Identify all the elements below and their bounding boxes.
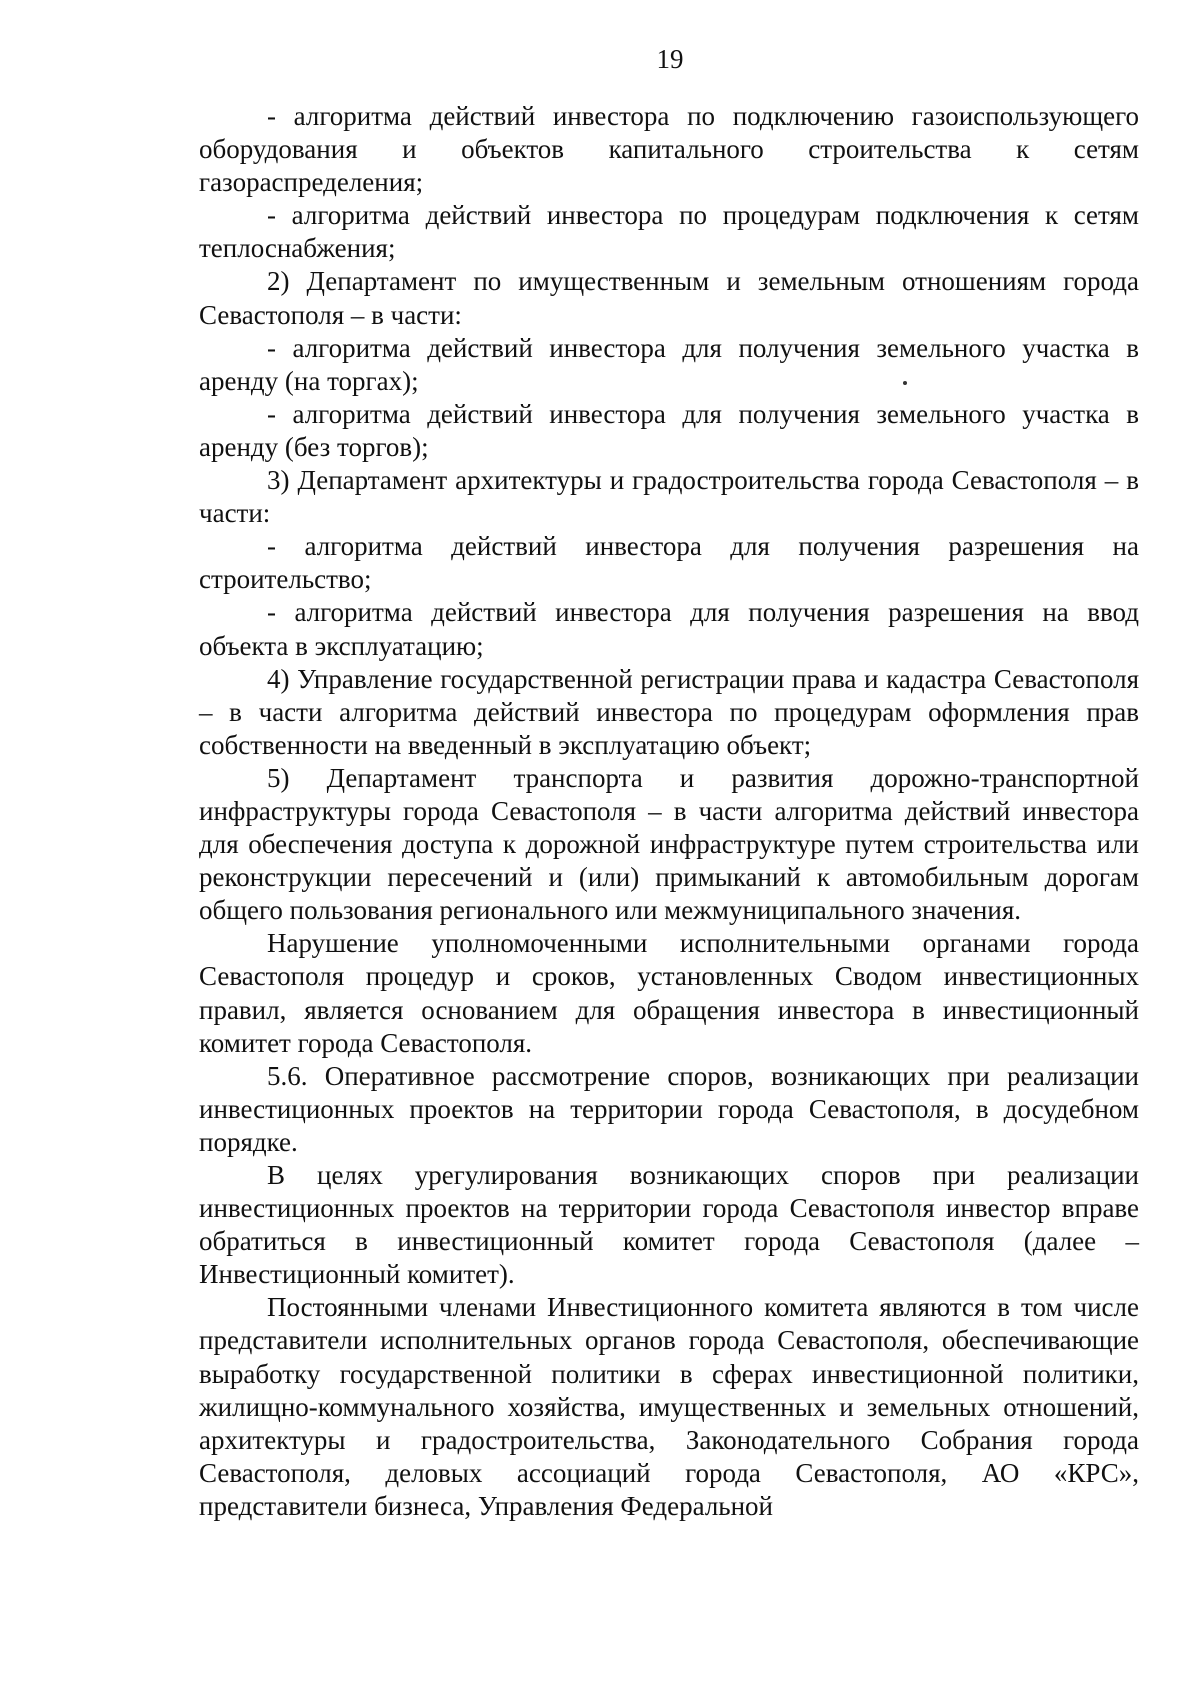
paragraph: 4) Управление государственной регистрации права и кадастра Севастополя – в части алгоритма действий инвестора по процедурам оформления прав собственности на введенный в эксплуатацию объект; [199,663,1139,760]
paragraph: Постоянными членами Инвестиционного комитета являются в том числе представители исполнительных органов города Севастополя, обеспечивающие выработку государственной политики в сферах инвестиционной политики, жилищно-коммунального хозяйства, имущественных и земельных отношений, архитектуры и градостроительства, Законодательного Собрания города Севастополя, деловых ассоциаций города Севастополя, АО «КРС», представители бизнеса, Управления Федеральной [199,1292,1139,1521]
paragraph: - алгоритма действий инвестора для получения разрешения на строительство; [199,531,1139,595]
paragraph: - алгоритма действий инвестора по процедурам подключения к сетям теплоснабжения; [199,200,1139,264]
paragraph: 5) Департамент транспорта и развития дорожно-транспортной инфраструктуры города Севастополя – в части алгоритма действий инвестора для обеспечения доступа к дорожной инфраструктуре путем строительства или реконструкции пересечений и (или) примыканий к автомобильным дорогам общего пользования регионального или межмуниципального значения. [199,762,1139,926]
paragraph: 5.6. Оперативное рассмотрение споров, возникающих при реализации инвестиционных проектов на территории города Севастополя, в досудебном порядке. [199,1060,1139,1157]
paragraph: - алгоритма действий инвестора для получения земельного участка в аренду (без торгов); [199,398,1139,462]
paragraph: 2) Департамент по имущественным и земельным отношениям города Севастополя – в части: [199,266,1139,330]
page-number: 19 [656,44,684,74]
paragraph: В целях урегулирования возникающих споров при реализации инвестиционных проектов на территории города Севастополя инвестор вправе обратиться в инвестиционный комитет города Севастополя (далее – Инвестиционный комитет). [199,1160,1139,1290]
paragraph: - алгоритма действий инвестора для получения разрешения на ввод объекта в эксплуатацию; [199,597,1139,661]
paragraph: - алгоритма действий инвестора по подключению газоиспользующего оборудования и объектов капитального строительства к сетям газораспределения; [199,101,1139,198]
paragraph: 3) Департамент архитектуры и градостроительства города Севастополя – в части: [199,465,1139,529]
paragraph: Нарушение уполномоченными исполнительными органами города Севастополя процедур и сроков, установленных Сводом инвестиционных правил, является основанием для обращения инвестора в инвестиционный комитет города Севастополя. [199,928,1139,1058]
document-body [199,100,1139,1523]
paragraph: - алгоритма действий инвестора для получения земельного участка в аренду (на торгах); [199,332,1139,396]
